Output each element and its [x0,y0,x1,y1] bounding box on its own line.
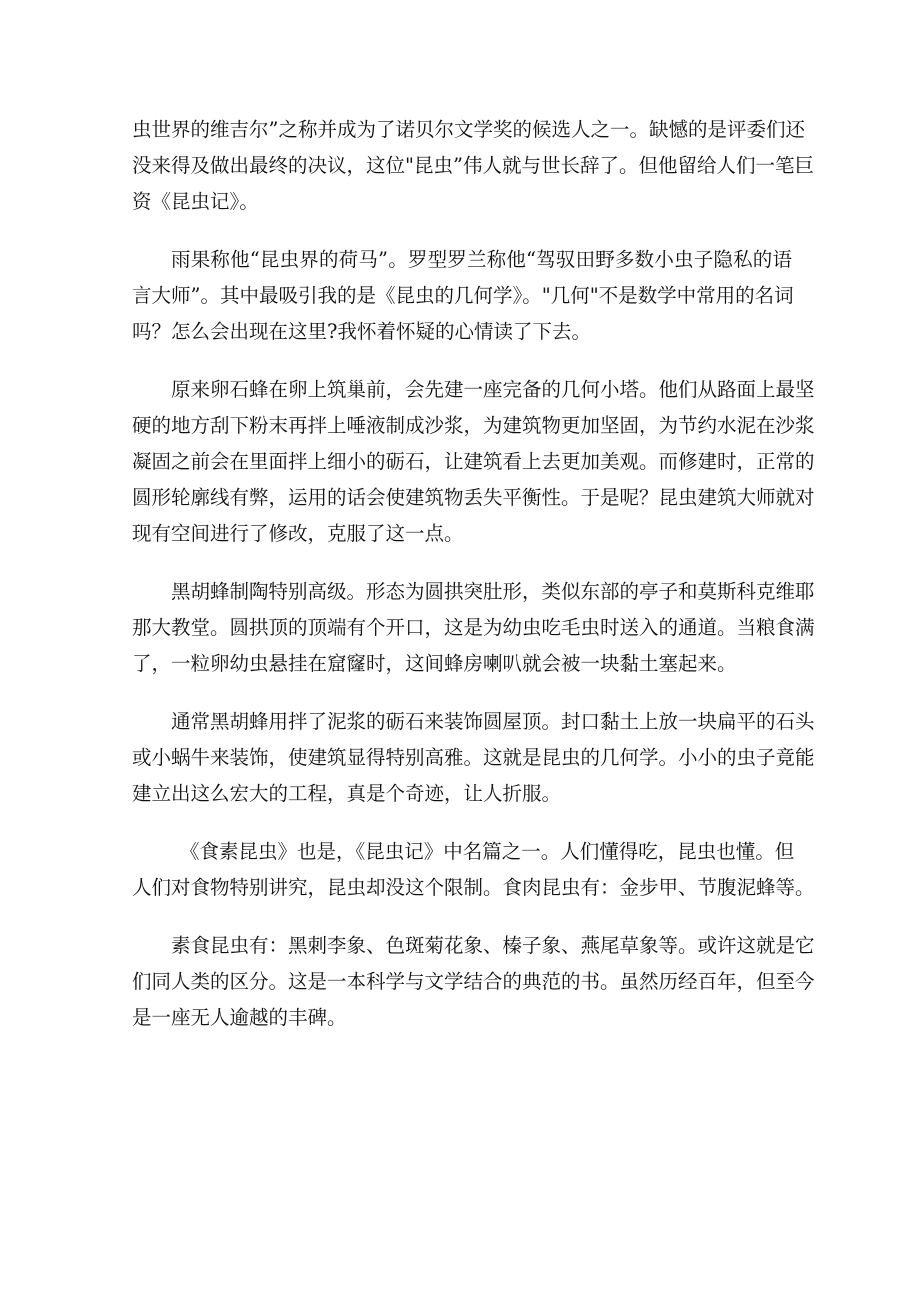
text-line: 虫世界的维吉尔”之称并成为了诺贝尔文学奖的候选人之一。缺憾的是评委们还 [132,118,805,141]
paragraph-5 [132,704,815,812]
text-line: 凝固之前会在里面拌上细小的砺石，让建筑看上去更加美观。而修建时，正常的 [132,450,815,473]
article-body [132,112,815,1036]
paragraph-4 [132,574,815,682]
text-line: 了，一粒卵幼虫悬挂在窟窿时，这间蜂房喇叭就会被一块黏土塞起来。 [132,652,737,675]
text-line: 言大师”。其中最吸引我的是《昆虫的几何学》。"几何"不是数学中常用的名词 [132,284,794,307]
text-line: 《食素昆虫》也是，《昆虫记》中名篇之一。人们懂得吃，昆虫也懂。但 [180,840,795,863]
text-line: 建立出这么宏大的工程，真是个奇迹，让人折服。 [132,782,562,805]
text-line: 黑胡蜂制陶特别高级。形态为圆拱突肚形，类似东部的亭子和莫斯科克维耶 [171,580,815,603]
text-line: 人们对食物特别讲究，昆虫却没这个限制。食肉昆虫有：金步甲、节腹泥蜂等。 [132,876,815,899]
paragraph-7 [132,928,815,1036]
text-line: 们同人类的区分。这是一本科学与文学结合的典范的书。虽然历经百年，但至今 [132,970,815,993]
text-line: 或小蜗牛来装饰，使建筑显得特别高雅。这就是昆虫的几何学。小小的虫子竟能 [132,746,815,769]
text-line: 没来得及做出最终的决议，这位"昆虫”伟人就与世长辞了。但他留给人们一笔巨 [132,154,814,177]
text-line: 圆形轮廓线有弊，运用的话会使建筑物丢失平衡性。于是呢？昆虫建筑大师就对 [132,486,815,509]
text-line: 原来卵石蜂在卵上筑巢前，会先建一座完备的几何小塔。他们从路面上最坚 [171,378,815,401]
text-line: 是一座无人逾越的丰碑。 [132,1006,347,1029]
text-line: 吗？怎么会出现在这里?我怀着怀疑的心情读了下去。 [132,320,591,343]
text-line: 现有空间进行了修改，克服了这一点。 [132,522,464,545]
text-line: 通常黑胡蜂用拌了泥浆的砺石来装饰圆屋顶。封口黏土上放一块扁平的石头 [171,710,815,733]
paragraph-3 [132,372,815,552]
paragraph-6 [132,834,815,906]
text-line: 那大教堂。圆拱顶的顶端有个开口，这是为幼虫吃毛虫时送入的通道。当粮食满 [132,616,815,639]
text-line: 资《昆虫记》。 [132,190,259,213]
text-line: 素食昆虫有：黑刺李象、色斑菊花象、榛子象、燕尾草象等。或许这就是它 [171,934,815,957]
text-line: 硬的地方刮下粉末再拌上唾液制成沙浆，为建筑物更加坚固，为节约水泥在沙浆 [132,414,815,437]
paragraph-1 [132,112,814,220]
text-line: 雨果称他“昆虫界的荷马”。罗型罗兰称他“驾驭田野多数小虫子隐私的语 [171,248,792,271]
paragraph-2 [132,242,792,350]
